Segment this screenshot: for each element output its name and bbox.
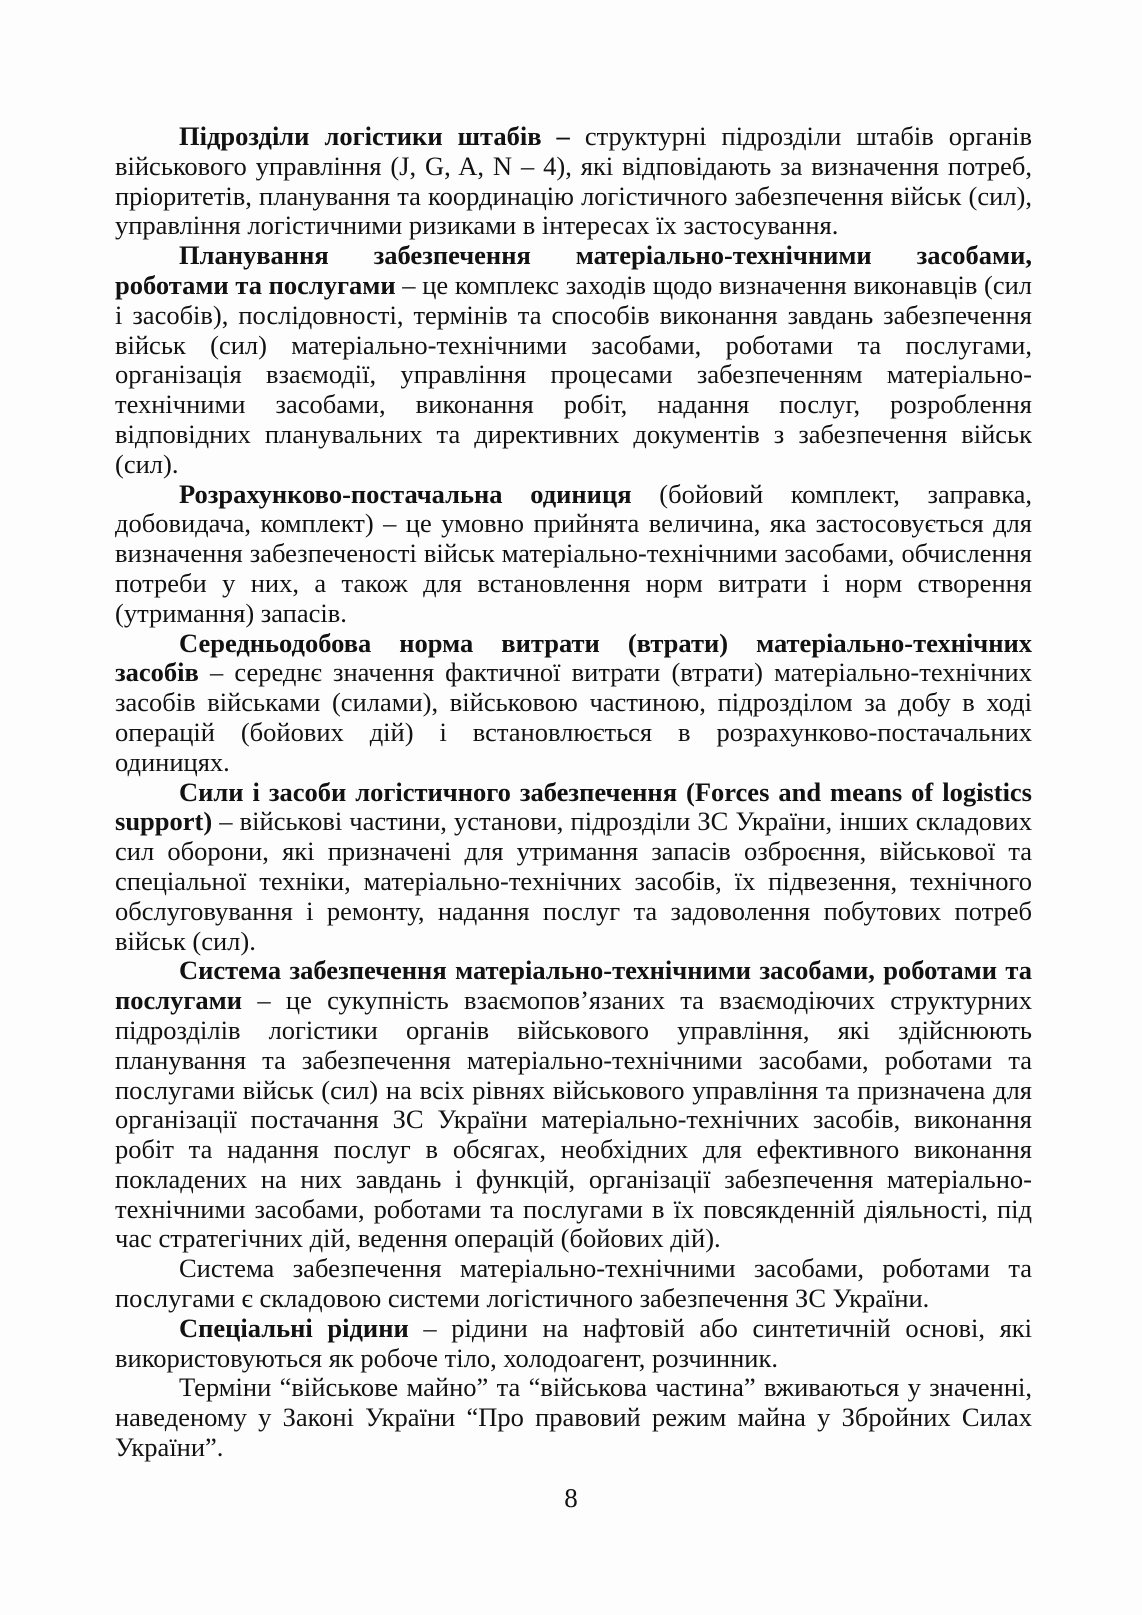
- paragraph-text: (бойовий комплект, заправка, добовидача, комплект) – це умовно прийнята величина, яка застосовується для визначення забезпеченості військ матеріально-технічними засобами, обчислення потреби у них, а також для встановлення норм витрати і норм створення (утримання) запасів.: [115, 478, 1033, 628]
- paragraph-text: Система забезпечення матеріально-технічними засобами, роботами та послугами є складовою системи логістичного забезпечення ЗС України.: [115, 1253, 1032, 1314]
- term-bold: Середньодобова норма витрати (втрати) матеріально-технічних засобів: [115, 627, 1032, 688]
- paragraph-text: – рідини на нафтовій або синтетичній основі, які використовуються як робоче тіло, холодоагент, розчинник.: [115, 1312, 1033, 1373]
- page-number: 8: [564, 1483, 578, 1513]
- paragraph-text: – це комплекс заходів щодо визначення виконавців (сил і засобів), послідовності, термінів та способів виконання завдань забезпечення військ (сил) матеріально-технічними засобами, роботами та послугами, організація взаємодії, управління процесами забезпеченням матеріально-технічними засобами, виконання робіт, надання послуг, розроблення відповідних планувальних та директивних документів з забезпечення військ (сил).: [115, 269, 1032, 479]
- paragraph-syly-i-zasoby-logistychnogo: [115, 778, 1032, 957]
- paragraph-text: – військові частини, установи, підрозділи ЗС України, інших складових сил оборони, які призначені для утримання запасів озброєння, військової та спеціальної техніки, матеріально-технічних засобів, їх підвезення, технічного обслуговування і ремонту, надання послуг та задоволення побутових потреб військ (сил).: [115, 806, 1032, 956]
- page-text-block: [115, 122, 1032, 1463]
- paragraph-planuvannia-zabezpechennia: [115, 241, 1032, 479]
- term-bold: Сили і засоби логістичного забезпечення (Forces and means of logistics support): [115, 776, 1032, 837]
- paragraph-rozrakhunkovo-postachalna-odynytsia: [115, 480, 1032, 629]
- term-bold: Спеціальні рідини: [179, 1312, 409, 1343]
- term-bold: Система забезпечення матеріально-технічними засобами, роботами та послугами: [115, 955, 1032, 1016]
- paragraph-pidrozdily-logistyky-shtabiv: [115, 122, 1032, 241]
- term-bold: Підрозділи логістики штабів –: [179, 121, 570, 151]
- paragraph-spetsialni-ridyny: [115, 1314, 1032, 1374]
- paragraph-text: – це сукупність взаємопов’язаних та взаємодіючих структурних підрозділів логістики органів військового управління, які здійснюють планування та забезпечення матеріально-технічними засобами, роботами та послугами військ (сил) на всіх рівнях військового управління та призначена для організації постачання ЗС України матеріально-технічних засобів, виконання робіт та надання послуг в обсягах, необхідних для ефективного виконання покладених на них завдань і функцій, організації забезпечення матеріально-технічними засобами, роботами та послугами в їх повсякденній діяльності, під час стратегічних дій, ведення операцій (бойових дій).: [115, 985, 1032, 1254]
- term-bold: Розрахунково-постачальна одиниця: [179, 478, 632, 509]
- paragraph-text: структурні підрозділи штабів органів військового управління (J, G, A, N – 4), які відповідають за визначення потреб, пріоритетів, планування та координацію логістичного забезпечення військ (сил), управління логістичними ризиками в інтересах їх застосування.: [115, 121, 1032, 241]
- paragraph-text: Терміни “військове майно” та “військова частина” вживаються у значенні, наведеному у Законі України “Про правовий режим майна у Збройних Силах України”.: [115, 1372, 1032, 1463]
- paragraph-systema-zabezpechennia: [115, 956, 1032, 1254]
- term-bold: Планування забезпечення матеріально-технічними засобами, роботами та послугами: [115, 240, 1032, 300]
- paragraph-terminy-viiskove-maino: [115, 1373, 1032, 1462]
- paragraph-text: – середнє значення фактичної витрати (втрати) матеріально-технічних засобів військами (силами), військовою частиною, підрозділом за добу в ході операцій (бойових дій) і встановлюється в розрахунково-постачальних одиницях.: [115, 657, 1032, 777]
- paragraph-systema-skladova: [115, 1254, 1032, 1314]
- paragraph-serednodobova-norma-vytraty: [115, 629, 1032, 778]
